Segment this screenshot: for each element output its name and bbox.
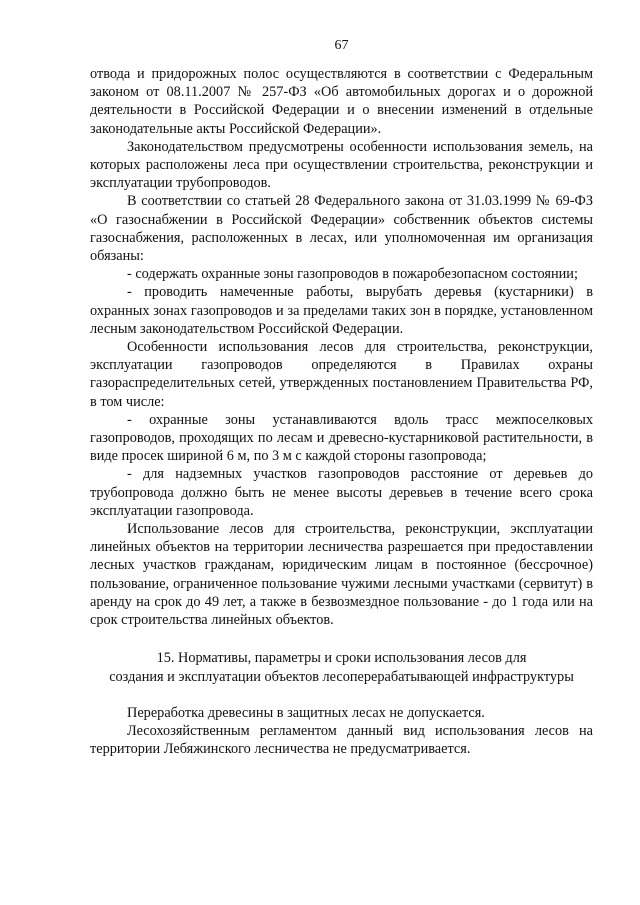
section-heading [90,649,593,685]
section-heading-line-2: создания и эксплуатации объектов лесоперерабатывающей инфраструктуры [109,668,574,685]
paragraph-land-use-features: Законодательством предусмотрены особенности использования земель, на которых расположены леса при осуществлении строительства, реконструкции и эксплуатации трубопроводов. [90,138,593,192]
paragraph-list-item-protected-zones: - охранные зоны устанавливаются вдоль трасс межпоселковых газопроводов, проходящих по лесам и древесно-кустарниковой растительности, в виде просек шириной 6 м, по 3 м с каждой стороны газопровода; [90,411,593,465]
section-heading-line-1: 15. Нормативы, параметры и сроки использования лесов для [156,650,527,667]
paragraph-list-item-aboveground-sections: - для надземных участков газопроводов расстояние от деревьев до трубопровода должно быть не менее высоты деревьев в течение всего срока эксплуатации газопровода. [90,466,593,519]
page-number: 67 [334,38,349,53]
paragraph-highway-law: отвода и придорожных полос осуществляются в соответствии с Федеральным законом от 08.11.2007 № 257-ФЗ «Об автомобильных дорогах и о дорожной деятельности в Российской Федерации и о внесении изменений в отдельные законодательные акты Российской Федерации». [90,66,593,137]
paragraph-wood-processing: Переработка древесины в защитных лесах не допускается. [127,704,485,721]
paragraph-linear-objects: Использование лесов для строительства, реконструкции, эксплуатации линейных объектов на территории лесничества разрешается при предоставлении лесных участков гражданам, юридическим лицам в постоянное (бессрочное) пользование, ограниченное пользование чужими лесными участками (сервитут) в аренду на срок до 49 лет, а также в безвозмездное пользование - до 1 года или на срок строительства линейных объектов. [90,521,593,629]
paragraph-regulation-note: Лесохозяйственным регламентом данный вид использования лесов на территории Лебяжинского лесничества не предусматривается. [90,722,593,758]
paragraph-gas-pipeline-rules: Особенности использования лесов для строительства, реконструкции, эксплуатации газопроводов определяются в Правилах охраны газораспределительных сетей, утвержденных постановлением Правительства РФ, в том числе: [90,339,593,410]
paragraph-list-item-fire-safety: - содержать охранные зоны газопроводов в пожаробезопасном состоянии; [127,266,578,283]
paragraph-list-item-tree-cutting: - проводить намеченные работы, вырубать деревья (кустарники) в охранных зонах газопроводов и за пределами таких зон в порядке, установленном лесным законодательством Российской Федерации. [90,284,593,337]
paragraph-gas-supply-law: В соответствии со статьей 28 Федерального закона от 31.03.1999 № 69-ФЗ «О газоснабжении в Российской Федерации» собственник объектов системы газоснабжения, расположенных в лесах, или уполномоченная им организация обязаны: [90,193,593,265]
